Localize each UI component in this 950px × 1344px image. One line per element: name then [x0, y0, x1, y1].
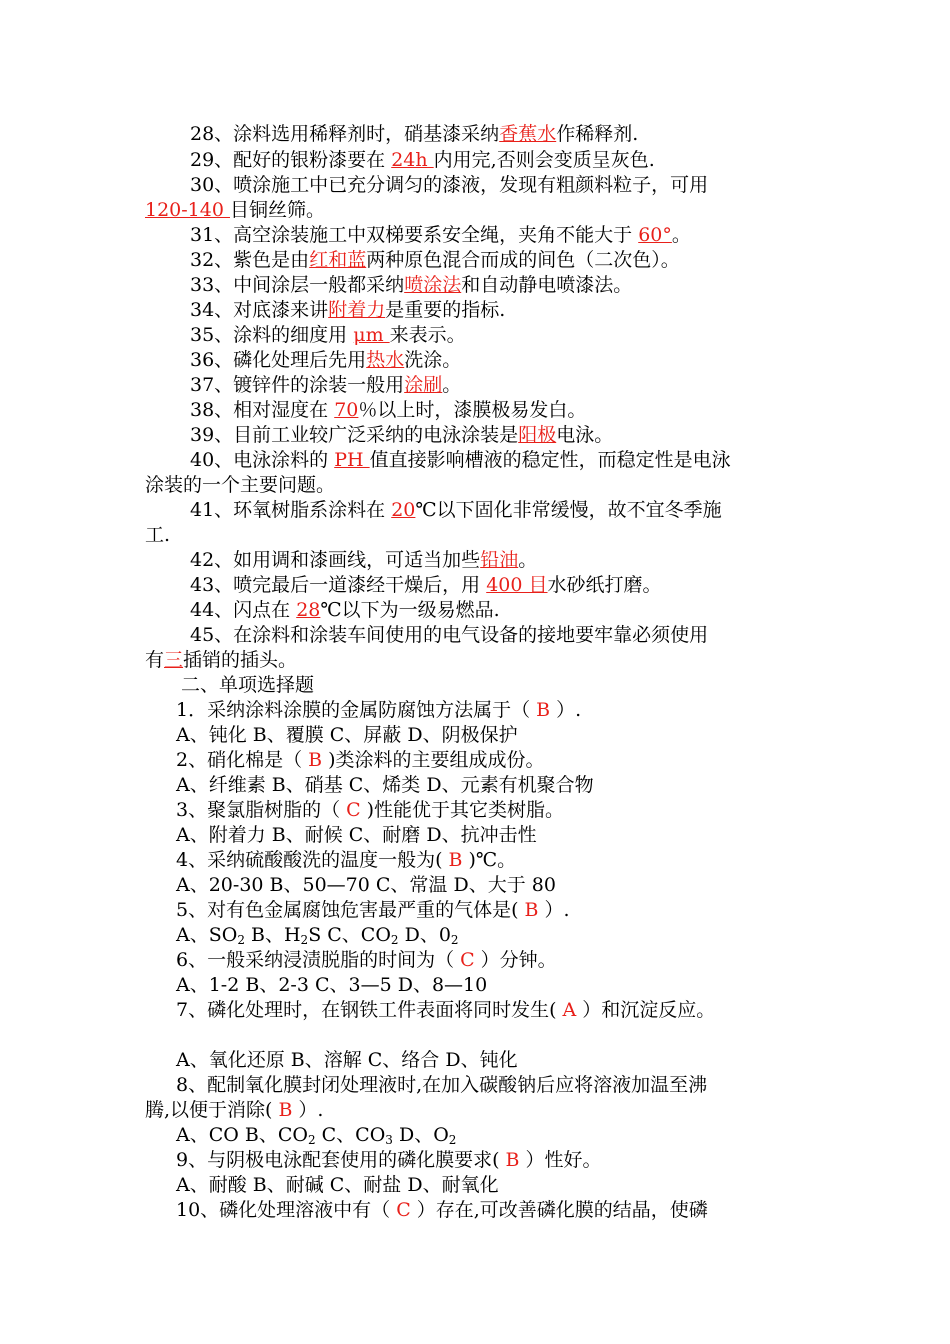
mc-question-1: 1．采纳涂料涂膜的金属防腐蚀方法属于（ B ）. [176, 699, 582, 721]
question-31: 31、高空涂装施工中双梯要系安全绳，夹角不能大于 60°。 [190, 224, 691, 246]
question-41-cont: 工. [145, 524, 171, 546]
mc-question-4: 4、采纳硫酸酸洗的温度一般为( B )℃。 [176, 849, 517, 871]
answer: 70 [334, 399, 359, 421]
choice-answer: A [562, 999, 577, 1021]
answer: 香蕉水 [499, 123, 557, 145]
answer: 20 [391, 499, 416, 521]
mc-options-8: A、CO B、$CO_2$ C、$CO_3$ D、$O_2$ [176, 1124, 457, 1147]
answer: 红和蓝 [309, 249, 367, 271]
question-30-cont: 120-140 目铜丝筛。 [145, 199, 326, 221]
question-33: 33、中间涂层一般都采纳喷涂法和自动静电喷漆法。 [190, 274, 633, 296]
answer: PH [334, 449, 370, 471]
answer: 铅油 [480, 549, 519, 571]
mc-question-6: 6、一般采纳浸渍脱脂的时间为（ C ）分钟。 [176, 949, 557, 971]
mc-question-7: 7、磷化处理时，在钢铁工件表面将同时发生( A ）和沉淀反应。 [176, 999, 716, 1021]
question-35: 35、涂料的细度用 μm 来表示。 [190, 324, 466, 346]
answer: μm [353, 324, 390, 346]
question-45-cont: 有三插销的插头。 [145, 649, 298, 671]
question-34: 34、对底漆来讲附着力是重要的指标. [190, 299, 506, 321]
choice-answer: C [396, 1199, 411, 1221]
mc-question-8: 8、配制氧化膜封闭处理液时,在加入碳酸钠后应将溶液加温至沸 [176, 1074, 708, 1096]
question-30: 30、喷涂施工中已充分调匀的漆液，发现有粗颜料粒子，可用 [190, 174, 709, 196]
mc-options-4: A、20-30 B、50—70 C、常温 D、大于 80 [176, 874, 556, 896]
section-title: 二、单项选择题 [181, 674, 315, 696]
mc-options-1: A、钝化 B、覆膜 C、屏蔽 D、阴极保护 [176, 724, 518, 746]
mc-options-9: A、耐酸 B、耐碱 C、耐盐 D、耐氧化 [176, 1174, 499, 1196]
mc-options-5: A、$SO_2$ B、$H_2S$ C、$CO_2$ D、$0_2$ [176, 924, 459, 947]
answer: 400 目 [486, 574, 548, 596]
answer: 阳极 [518, 424, 557, 446]
mc-question-2: 2、硝化棉是（ B )类涂料的主要组成成份。 [176, 749, 545, 771]
mc-question-3: 3、聚氯脂树脂的（ C )性能优于其它类树脂。 [176, 799, 565, 821]
choice-answer: C [346, 799, 361, 821]
answer: 三 [164, 649, 184, 671]
question-38: 38、相对湿度在 70％以上时，漆膜极易发白。 [190, 399, 587, 421]
question-41: 41、环氧树脂系涂料在 20℃以下固化非常缓慢，故不宜冬季施 [190, 499, 722, 521]
question-45: 45、在涂料和涂装车间使用的电气设备的接地要牢靠必须使用 [190, 624, 709, 646]
question-39: 39、目前工业较广泛采纳的电泳涂装是阳极电泳。 [190, 424, 614, 446]
mc-question-10: 10、磷化处理溶液中有（ C ）存在,可改善磷化膜的结晶，使磷 [176, 1199, 708, 1221]
answer: 热水 [366, 349, 405, 371]
answer: 24h [391, 149, 434, 171]
mc-question-9: 9、与阴极电泳配套使用的磷化膜要求( B ）性好。 [176, 1149, 602, 1171]
choice-answer: B [536, 699, 551, 721]
choice-answer: B [524, 899, 539, 921]
question-40: 40、电泳涂料的 PH 值直接影响槽液的稳定性，而稳定性是电泳 [190, 449, 731, 471]
mc-options-6: A、1-2 B、2-3 C、3—5 D、8—10 [176, 974, 488, 996]
answer: 60° [638, 224, 672, 246]
question-40-cont: 涂装的一个主要问题。 [145, 474, 336, 496]
answer: 28 [296, 599, 321, 621]
question-28: 28、涂料选用稀释剂时，硝基漆采纳香蕉水作稀释剂. [190, 123, 639, 145]
choice-answer: B [505, 1149, 520, 1171]
mc-question-8-cont: 腾,以便于消除( B ）. [145, 1099, 324, 1121]
choice-answer: C [460, 949, 475, 971]
choice-answer: B [308, 749, 323, 771]
mc-options-2: A、纤维素 B、硝基 C、烯类 D、元素有机聚合物 [176, 774, 594, 796]
choice-answer: B [278, 1099, 293, 1121]
mc-options-7: A、氧化还原 B、溶解 C、络合 D、钝化 [176, 1049, 518, 1071]
question-29: 29、配好的银粉漆要在 24h 内用完,否则会变质呈灰色. [190, 149, 655, 171]
question-37: 37、镀锌件的涂装一般用涂刷。 [190, 374, 462, 396]
question-44: 44、闪点在 28℃以下为一级易燃品. [190, 599, 500, 621]
question-43: 43、喷完最后一道漆经干燥后，用 400 目水砂纸打磨。 [190, 574, 662, 596]
mc-question-5: 5、对有色金属腐蚀危害最严重的气体是( B ）. [176, 899, 570, 921]
answer: 涂刷 [404, 374, 443, 396]
answer: 附着力 [328, 299, 386, 321]
answer: 120-140 [145, 199, 230, 221]
mc-options-3: A、附着力 B、耐候 C、耐磨 D、抗冲击性 [176, 824, 537, 846]
answer: 喷涂法 [404, 274, 462, 296]
question-36: 36、磷化处理后先用热水洗涂。 [190, 349, 462, 371]
choice-answer: B [448, 849, 463, 871]
question-42: 42、如用调和漆画线，可适当加些铅油。 [190, 549, 538, 571]
question-32: 32、紫色是由红和蓝两种原色混合而成的间色（二次色）。 [190, 249, 680, 271]
